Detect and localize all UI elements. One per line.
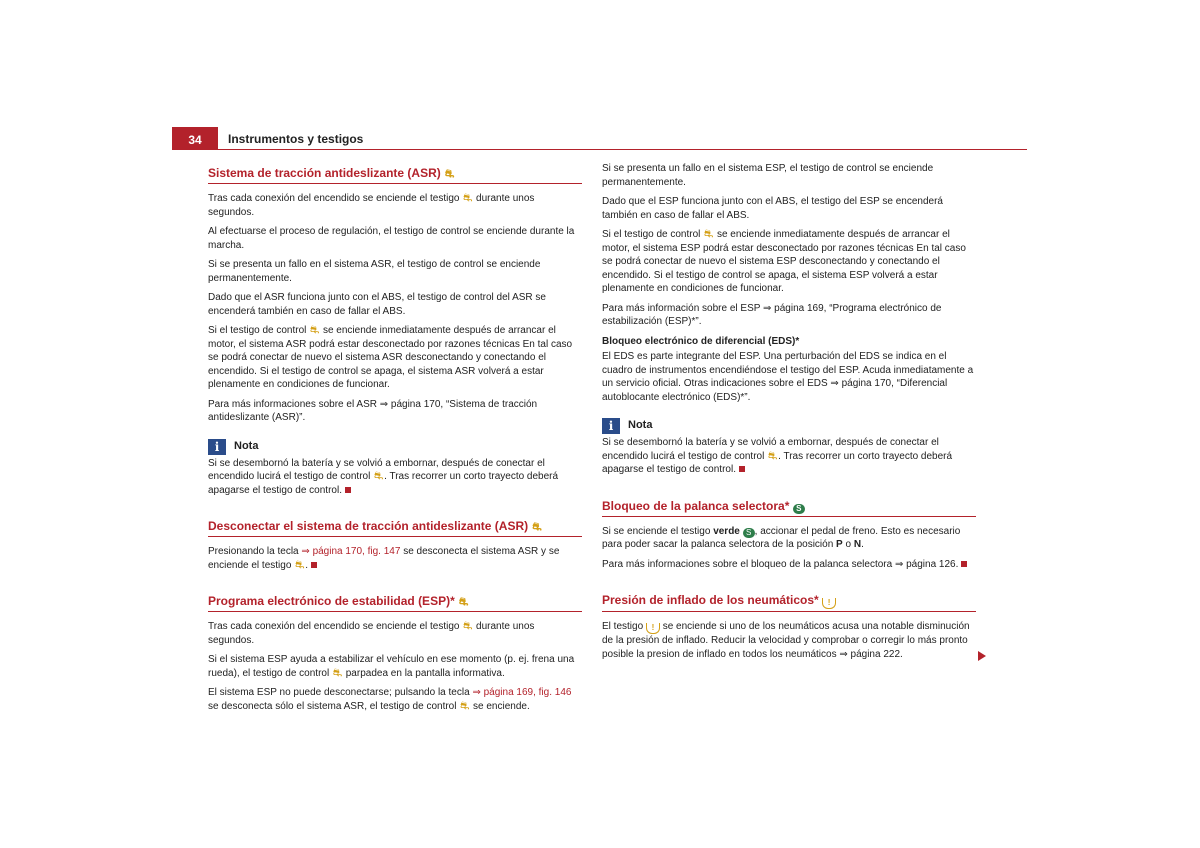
next-page-arrow-icon[interactable] [978,651,986,661]
note-header [208,439,582,455]
asr-warning-icon: ⛐ [332,666,343,679]
asr-warning-icon: ⛐ [309,324,320,336]
tire-pressure-icon: ! [646,623,660,634]
paragraph: Si se presenta un fallo en el sistema ASR, el testigo de control se enciende permanentemente. [208,259,541,284]
asr-warning-icon: ⛐ [373,470,384,482]
paragraph: Dado que el ESP funciona junto con el ABS, el testigo del ESP se encenderá también en caso de fallar el ABS. [602,196,943,221]
asr-warning-icon: ⛐ [767,449,778,462]
paragraph: Para más informaciones sobre el ASR ⇒ página 170, “Sistema de tracción antideslizante (ASR)”. [208,398,538,423]
note-text: Si se desembornó la batería y se volvió a embornar, después de conectar el encendido lucirá el testigo de control ⛐. Tras recorrer un corto trayecto deberá apagarse el testigo de control. [602,437,953,475]
paragraph: Si el testigo de control ⛐ se enciende inmediatamente después de arrancar el motor, el sistema ASR podrá estar desconectado por razones técnicas En tal caso se podrá conectar de nuevo el sistema ASR desconectando y conectando el encendido. Si el testigo de control se apaga, el sistema ASR volverá a estar plenamente en condiciones de funcionar. [208,324,573,390]
paragraph: Al efectuarse el proceso de regulación, el testigo de control se enciende durante la marcha. [208,226,575,251]
note-label: Nota [628,419,653,432]
tire-pressure-icon: ! [822,598,836,609]
asr-warning-icon: ⛐ [463,620,473,632]
note-text: Si se desembornó la batería y se volvió a embornar, después de conectar el encendido lucirá el testigo de control ⛐. Tras recorrer un corto trayecto deberá apagarse el testigo de control. [208,457,559,496]
paragraph: El sistema ESP no puede desconectarse; pulsando la tecla ⇒ página 169, fig. 146 se desconecta sólo el sistema ASR, el testigo de control ⛐ se enciende. [208,687,572,712]
section-title-tire: Presión de inflado de los neumáticos* ! [602,589,976,612]
page-number: 34 [172,127,218,149]
info-icon: i [208,439,226,455]
info-icon: i [602,418,620,434]
paragraph: El EDS es parte integrante del ESP. Una perturbación del EDS se indica en el cuadro de instrumentos encendiéndose el testigo del ESP. Acuda inmediatamente a un servicio oficial. Otras indicaciones sobre el EDS ⇒ página 170, “Diferencial autoblocante electrónico (EDS)*”. [602,351,974,403]
section-title-asr: Sistema de tracción antideslizante (ASR) ⛐ [208,162,582,184]
paragraph: Tras cada conexión del encendido se enciende el testigo ⛐ durante unos segundos. [208,192,535,218]
paragraph: Si el testigo de control ⛐ se enciende inmediatamente después de arrancar el motor, el sistema ESP podrá estar desconectado por razones técnicas En tal caso se podrá conectar de nuevo el sistema ESP desconectando y conectando el encendido. Si el testigo de control se apaga, el sistema ESP volverá a estar plenamente en condiciones de funcionar. [602,228,966,294]
paragraph: El testigo ! se enciende si uno de los neumáticos acusa una notable disminución de la presión de inflado. Reducir la velocidad y comprobar o corregir lo más pronto posible la presion de inflado en todos los neumáticos ⇒ página 222. [602,621,970,660]
paragraph: Si se presenta un fallo en el sistema ESP, el testigo de control se enciende permanentemente. [602,163,934,188]
paragraph: Tras cada conexión del encendido se enciende el testigo ⛐ durante unos segundos. [208,620,535,646]
section-title-asr-off: Desconectar el sistema de tracción antideslizante (ASR) ⛐ [208,515,582,537]
green-lever-icon: S [743,528,755,538]
note-label: Nota [234,439,259,452]
paragraph: Presionando la tecla ⇒ página 170, fig. 147 se desconecta el sistema ASR y se enciende el testigo ⛐. [208,546,560,571]
end-of-section-icon [311,562,317,568]
asr-warning-icon: ⛐ [532,521,542,533]
page-link[interactable]: ⇒ página 169, fig. 146 [472,687,572,698]
page-link[interactable]: ⇒ página 170, fig. 147 [301,546,401,557]
asr-warning-icon: ⛐ [460,699,470,712]
end-of-section-icon [345,487,351,493]
paragraph: Si se enciende el testigo verde S , accionar el pedal de freno. Esto es necesario para poder sacar la palanca selectora de la posición P o N. [602,525,961,550]
subheading-eds: Bloqueo electrónico de diferencial (EDS)* [602,335,800,347]
green-lever-icon: S [793,504,805,514]
end-of-section-icon [961,561,967,567]
note-header [602,418,976,434]
end-of-section-icon [739,466,745,472]
paragraph: Dado que el ASR funciona junto con el ABS, el testigo de control del ASR se encenderá también en caso de fallar el ABS. [208,292,546,317]
left-column [208,162,582,719]
asr-warning-icon: ⛐ [458,596,469,608]
asr-warning-icon: ⛐ [703,228,714,240]
section-title-lever: Bloqueo de la palanca selectora* S [602,495,976,517]
page-header [172,127,1027,150]
asr-warning-icon: ⛐ [294,558,305,571]
paragraph: Para más informaciones sobre el bloqueo de la palanca selectora ⇒ página 126. [602,558,976,572]
paragraph: Para más información sobre el ESP ⇒ página 169, “Programa electrónico de estabilización (ESP)*”. [602,302,942,327]
asr-warning-icon: ⛐ [444,168,455,180]
paragraph: Si el sistema ESP ayuda a estabilizar el vehículo en ese momento (p. ej. frena una rueda), el testigo de control ⛐ parpadea en la pantalla informativa. [208,654,575,679]
page-title: Instrumentos y testigos [228,132,364,146]
section-title-esp: Programa electrónico de estabilidad (ESP)* ⛐ [208,590,582,612]
right-column [602,162,976,667]
asr-warning-icon: ⛐ [463,192,473,204]
